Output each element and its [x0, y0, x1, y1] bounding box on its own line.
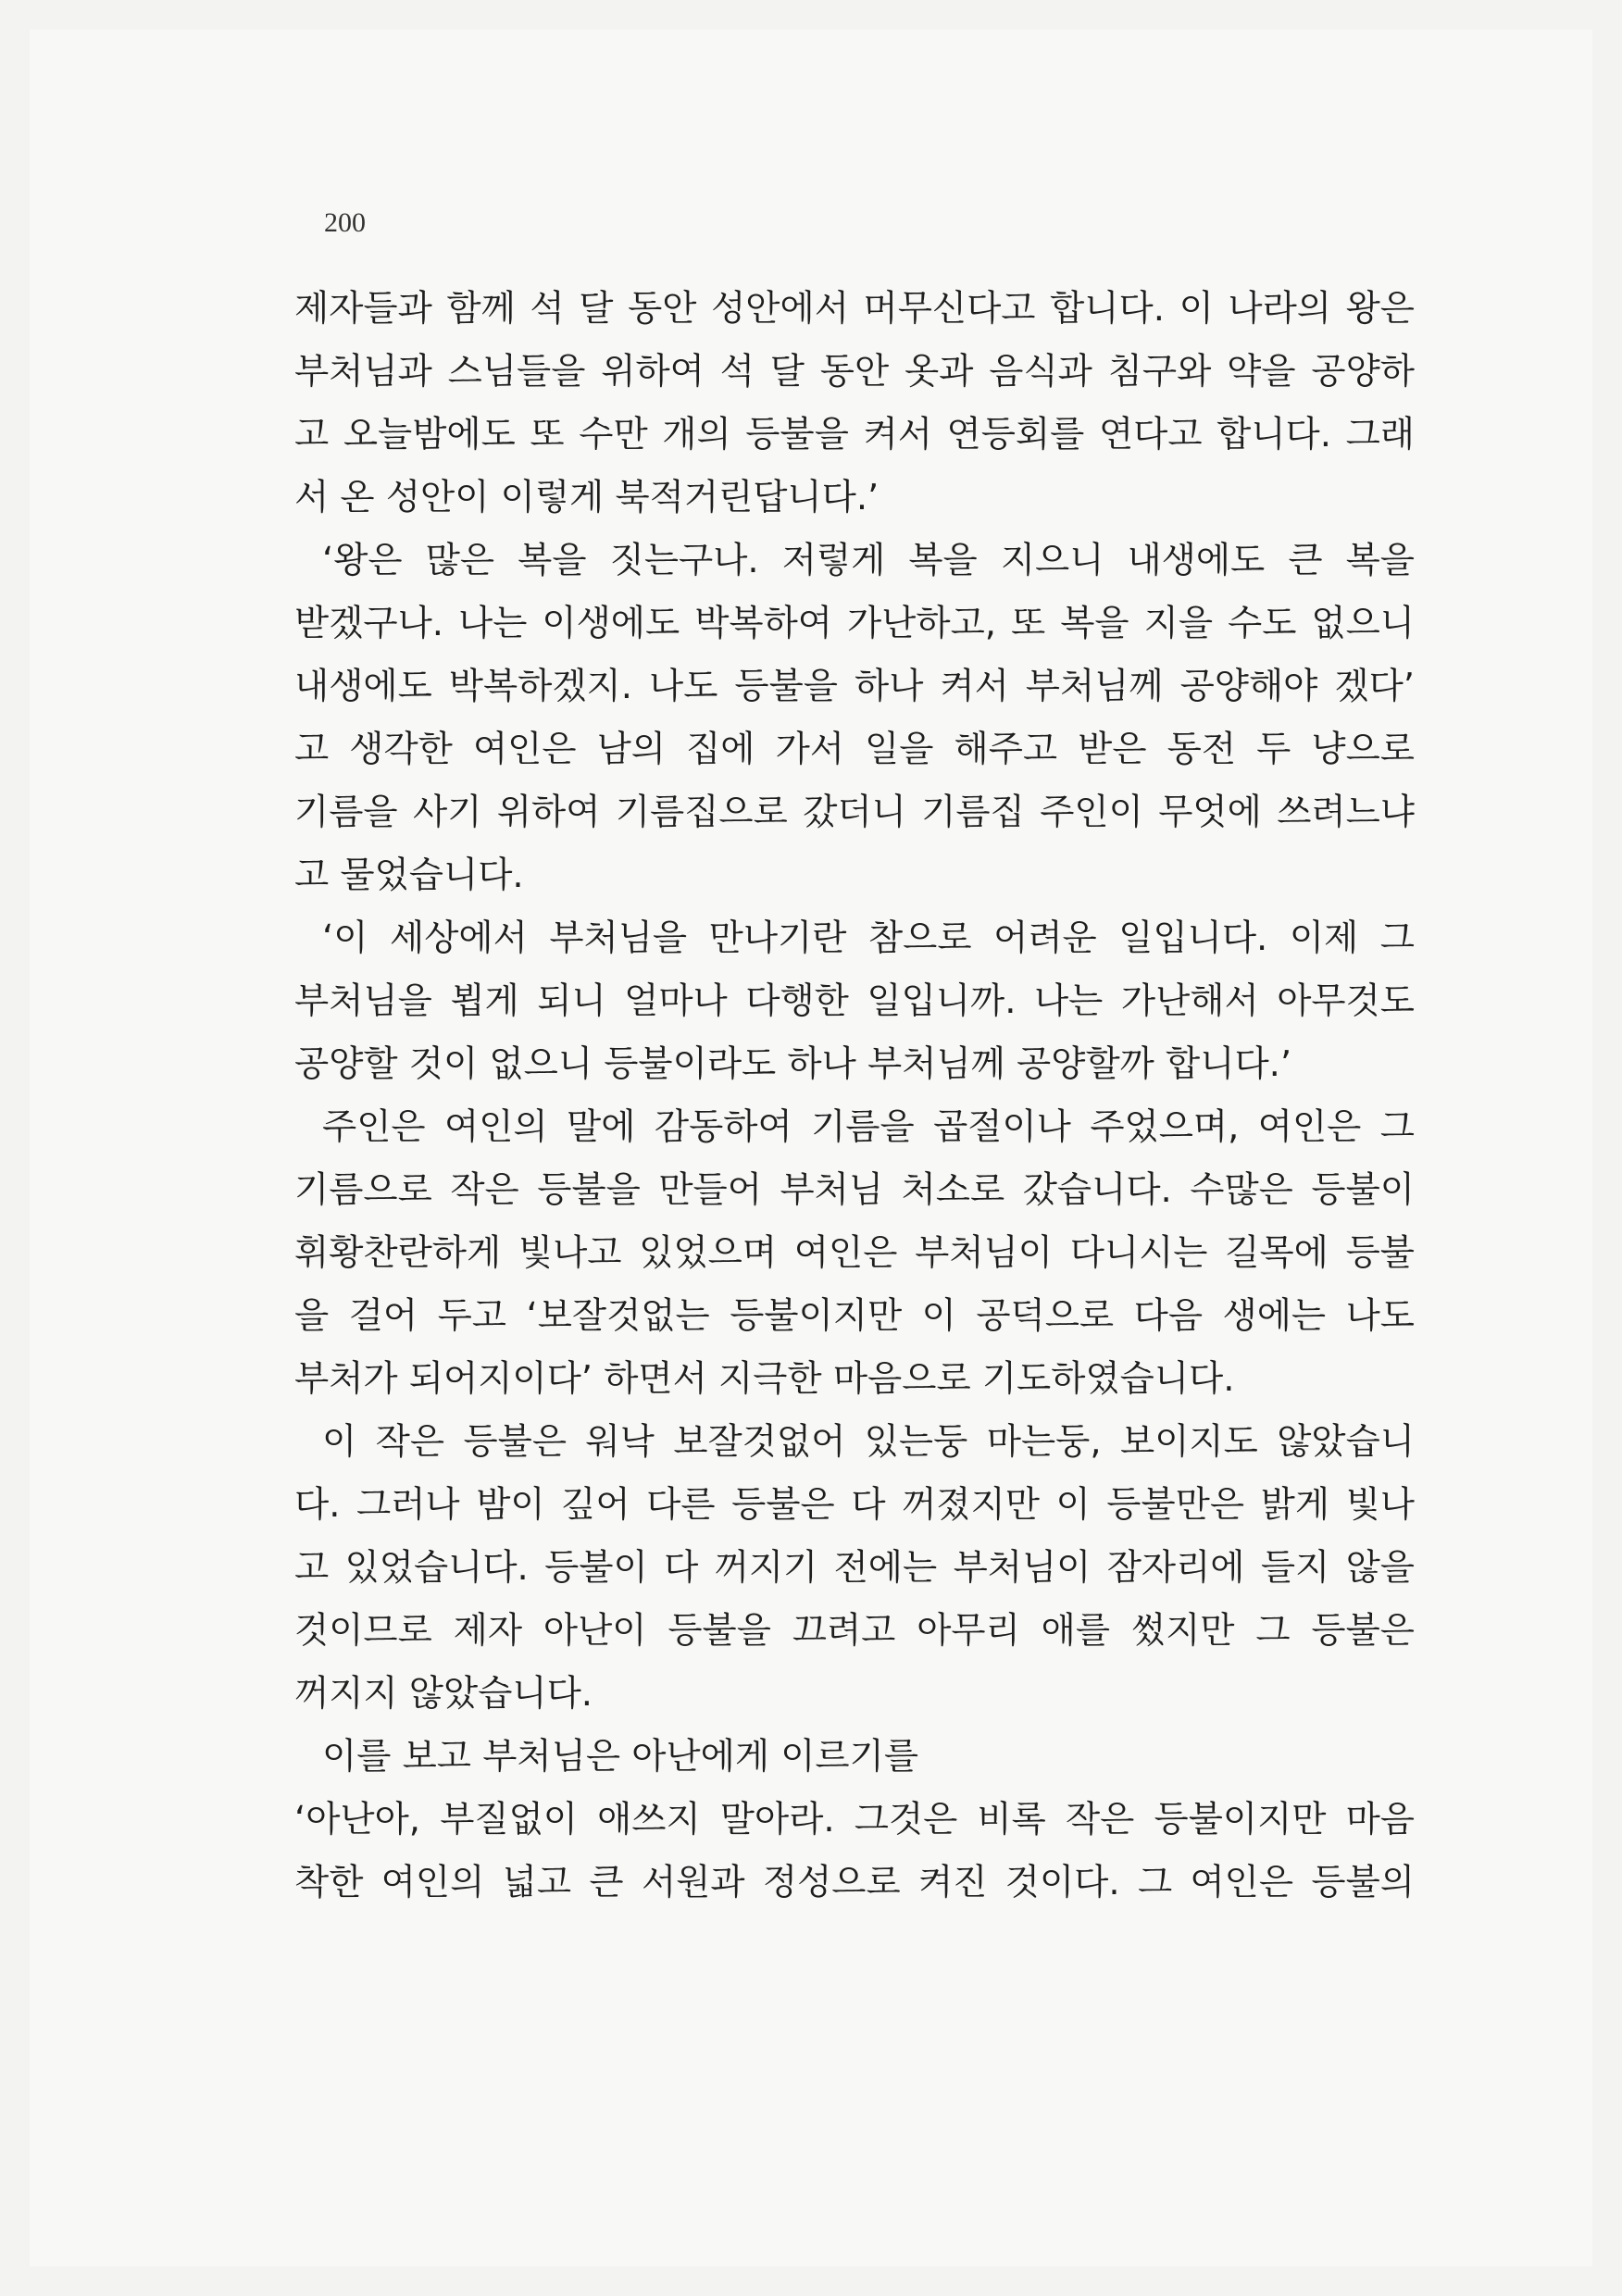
text-line: ‘아난아, 부질없이 애쓰지 말아라. 그것은 비록 작은 등불이지만 마음 — [294, 1799, 1415, 1841]
text-line: 기름으로 작은 등불을 만들어 부처님 처소로 갔습니다. 수많은 등불이 — [294, 1169, 1415, 1211]
text-line: 고 생각한 여인은 남의 집에 가서 일을 해주고 받은 동전 두 냥으로 — [294, 729, 1415, 770]
text-line: 부처님을 뵙게 되니 얼마나 다행한 일입니까. 나는 가난해서 아무것도 — [294, 980, 1415, 1022]
text-line: 고 물었습니다. — [294, 855, 524, 896]
text-line: 것이므로 제자 아난이 등불을 끄려고 아무리 애를 썼지만 그 등불은 — [294, 1610, 1415, 1652]
text-line: 주인은 여인의 말에 감동하여 기름을 곱절이나 주었으며, 여인은 그 — [322, 1106, 1415, 1148]
text-line: 다. 그러나 밤이 깊어 다른 등불은 다 꺼졌지만 이 등불만은 밝게 빛나 — [294, 1484, 1415, 1526]
text-line: 꺼지지 않았습니다. — [294, 1673, 593, 1715]
text-line: 내생에도 박복하겠지. 나도 등불을 하나 켜서 부처님께 공양해야 겠다’ — [294, 666, 1415, 707]
text-line: 이를 보고 부처님은 아난에게 이르기를 — [322, 1736, 919, 1778]
text-line: 고 있었습니다. 등불이 다 꺼지기 전에는 부처님이 잠자리에 들지 않을 — [294, 1547, 1415, 1589]
body-text — [294, 278, 1415, 1915]
text-line: 을 걸어 두고 ‘보잘것없는 등불이지만 이 공덕으로 다음 생에는 나도 — [294, 1295, 1415, 1337]
text-line: 휘황찬란하게 빛나고 있었으며 여인은 부처님이 다니시는 길목에 등불 — [294, 1232, 1415, 1274]
text-line: 서 온 성안이 이렇게 북적거린답니다.’ — [294, 477, 880, 518]
text-line: 이 작은 등불은 워낙 보잘것없어 있는둥 마는둥, 보이지도 않았습니 — [322, 1421, 1415, 1463]
page-number: 200 — [324, 207, 366, 238]
text-line: 부처님과 스님들을 위하여 석 달 동안 옷과 음식과 침구와 약을 공양하 — [294, 351, 1415, 393]
document-page — [30, 30, 1592, 2266]
text-line: 받겠구나. 나는 이생에도 박복하여 가난하고, 또 복을 지을 수도 없으니 — [294, 603, 1415, 644]
text-line: 공양할 것이 없으니 등불이라도 하나 부처님께 공양할까 합니다.’ — [294, 1043, 1292, 1085]
text-line: ‘왕은 많은 복을 짓는구나. 저렇게 복을 지으니 내생에도 큰 복을 — [322, 540, 1415, 581]
text-line: 기름을 사기 위하여 기름집으로 갔더니 기름집 주인이 무엇에 쓰려느냐 — [294, 792, 1415, 833]
text-line: 착한 여인의 넓고 큰 서원과 정성으로 켜진 것이다. 그 여인은 등불의 — [294, 1862, 1415, 1903]
text-line: 부처가 되어지이다’ 하면서 지극한 마음으로 기도하였습니다. — [294, 1358, 1235, 1400]
text-line: ‘이 세상에서 부처님을 만나기란 참으로 어려운 일입니다. 이제 그 — [322, 917, 1415, 959]
text-line: 고 오늘밤에도 또 수만 개의 등불을 켜서 연등회를 연다고 합니다. 그래 — [294, 414, 1415, 455]
text-line: 제자들과 함께 석 달 동안 성안에서 머무신다고 합니다. 이 나라의 왕은 — [294, 288, 1415, 330]
